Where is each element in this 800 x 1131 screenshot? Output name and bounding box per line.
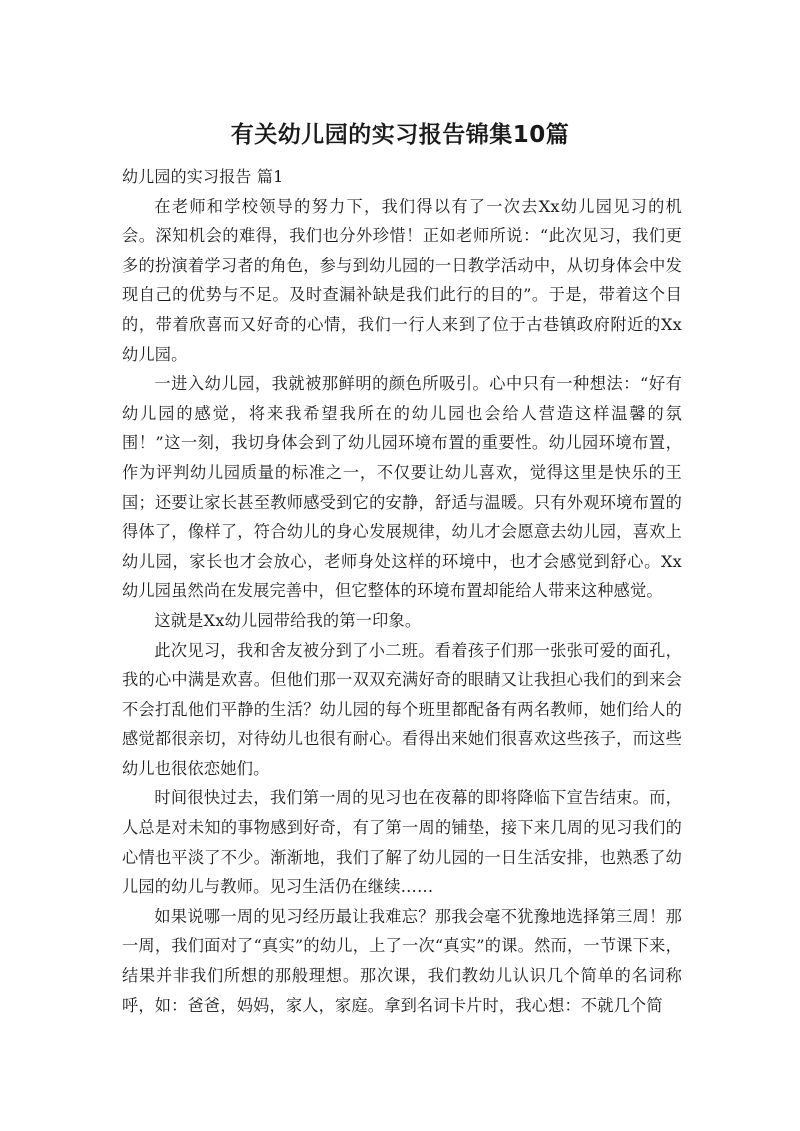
paragraph: 这就是Xx幼儿园带给我的第一印象。: [154, 610, 422, 630]
section-heading: 幼儿园的实习报告 篇1: [122, 167, 284, 186]
paragraph: 一进入幼儿园，我就被那鲜明的颜色所吸引。心中只有一种想法：“好有幼儿园的感觉，将来我希望我所在的幼儿园也会给人营造这样温馨的氛围！”这一刻，我切身体会到了幼儿园环境布置的重要性。幼儿园环境布置，作为评判幼儿园质量的标准之一，不仅要让幼儿喜欢，觉得这里是快乐的王国；还要让家长甚至教师感受到它的安静，舒适与温暖。只有外观环境布置的得体了，像样了，符合幼儿的身心发展规律，幼儿才会愿意去幼儿园，喜欢上幼儿园，家长也才会放心，老师身处这样的环境中，也才会感觉到舒心。Xx幼儿园虽然尚在发展完善中，但它整体的环境布置却能给人带来这种感觉。: [122, 374, 682, 601]
paragraph: 此次见习，我和舍友被分到了小二班。看着孩子们那一张张可爱的面孔，我的心中满是欢喜。但他们那一双双充满好奇的眼睛又让我担心我们的到来会不会打乱他们平静的生活？幼儿园的每个班里都配备有两名教师，她们给人的感觉都很亲切，对待幼儿也很有耐心。看得出来她们很喜欢这些孩子，而这些幼儿也很依恋她们。: [122, 640, 682, 778]
paragraph: 在老师和学校领导的努力下，我们得以有了一次去Xx幼儿园见习的机会。深知机会的难得，我们也分外珍惜！正如老师所说：“此次见习，我们更多的扮演着学习者的角色，参与到幼儿园的一日教学活动中，从切身体会中发现自己的优势与不足。及时查漏补缺是我们此行的目的”。于是，带着这个目的，带着欣喜而又好奇的心情，我们一行人来到了位于古巷镇政府附近的Xx幼儿园。: [122, 196, 682, 364]
document-title: 有关幼儿园的实习报告锦集10篇: [230, 122, 570, 148]
paragraph: 时间很快过去，我们第一周的见习也在夜幕的即将降临下宣告结束。而，人总是对未知的事物感到好奇，有了第一周的铺垫，接下来几周的见习我们的心情也平淡了不少。渐渐地，我们了解了幼儿园的一日生活安排，也熟悉了幼儿园的幼儿与教师。见习生活仍在继续……: [122, 788, 682, 897]
paragraph: 如果说哪一周的见习经历最让我难忘？那我会毫不犹豫地选择第三周！那一周，我们面对了“真实”的幼儿，上了一次“真实”的课。然而，一节课下来，结果并非我们所想的那般理想。那次课，我们教幼儿认识几个简单的名词称呼，如：爸爸，妈妈，家人，家庭。拿到名词卡片时，我心想：不就几个简: [122, 906, 682, 1015]
document-body: [122, 162, 682, 1020]
